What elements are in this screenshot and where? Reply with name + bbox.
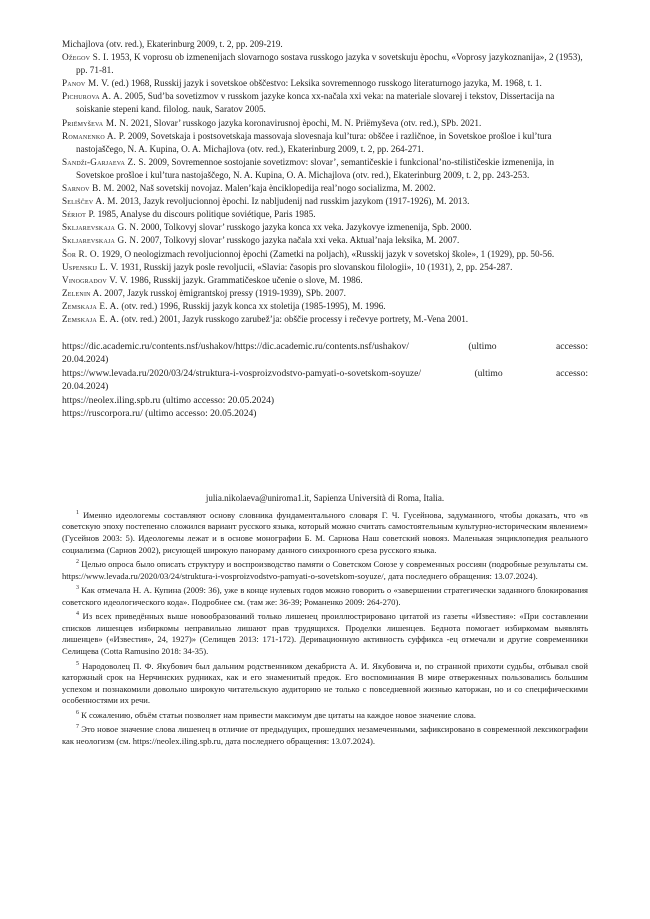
reference-entry (62, 274, 588, 287)
reference-text: 2009, Sovetskaja i postsovetskaja massovaja slovesnaja kul’tura: obščee i različnoe, in Sovetskoe prošloe i kul’tura nastojaščego, N. A. Kupina, O. A. Michajlova (otv. red.), Ekaterinburg 2009, t. 2, pp. 264-271. (76, 130, 552, 154)
web-source-access-label-end: accesso: (556, 367, 588, 379)
author-contact: julia.nikolaeva@uniroma1.it, Sapienza Università di Roma, Italia. (205, 493, 445, 503)
reference-entry (62, 130, 588, 156)
reference-author: Ožegov S. I. (62, 52, 109, 63)
reference-text: 2007, Jazyk russkoj èmigrantskoj pressy (1919-1939), SPb. 2007. (102, 287, 346, 298)
reference-entry (62, 248, 588, 261)
web-sources (62, 340, 588, 420)
web-source-access-label: (ultimo (468, 341, 497, 353)
reference-text: 2002, Naš sovetskij novojaz. Malen’kaja ènciklopedija real’nogo socializma, M. 2002. (114, 183, 436, 194)
reference-entry (62, 300, 588, 313)
web-source-entry (62, 407, 588, 420)
footnote (62, 583, 588, 608)
reference-entry (62, 221, 588, 234)
footnote-number: 6 (76, 709, 79, 716)
reference-text: 2007, Tolkovyj slovar’ russkogo jazyka načala xxi veka. Aktual’naja leksika, M. 2007. (138, 235, 460, 246)
reference-author: Panov M. V. (62, 78, 110, 89)
reference-author: Sériot P. (62, 209, 96, 220)
footnote-text: Именно идеологемы составляют основу словника фундаментального словаря Г. Ч. Гусейнова, задуманного, чтобы доказать, что «в советскую эпоху постепенно сложился вариант русского языка, который можно считать самостоятельным культурно-историческим явлением» (Гусейнов 2003: 5). Идеологемы лежат и в основе монографии Б. М. Сарнова Наш советский новояз. Маленькая энциклопедия реального социализма (Сарнов 2002), рисующей широкую панораму данного синхронного среза русского языка. (62, 509, 588, 555)
footnote (62, 508, 588, 556)
reference-author: Zemskaja E. A. (62, 300, 120, 311)
web-source-entry (62, 367, 588, 394)
reference-text: (otv. red.) 2001, Jazyk russkogo zarubež’ja: obščie processy i rečevye portrety, M.-Vena 2001. (119, 313, 469, 324)
reference-author: Sandži-Garjaeva Z. S. (62, 156, 147, 167)
reference-text: 1953, K voprosu ob izmenenijach slovarnogo sostava russkogo jazyka v sovetskuju èpochu, «Voprosy jazykoznanija», 2 (1953), pp. 71-81. (76, 52, 583, 76)
web-source-access-label: (ultimo (474, 367, 503, 379)
reference-text: 1931, Russkij jazyk posle revoljucii, «Slavia: časopis pro slovanskou filologii», 10 (1931), 2, pp. 254-287. (118, 261, 513, 272)
reference-entry (62, 38, 588, 51)
footnotes (62, 508, 588, 748)
reference-entry (62, 77, 588, 90)
footnote-text: К сожалению, объём статьи позволяет нам привести максимум две цитаты на каждое новое значение слова. (79, 709, 476, 720)
reference-list (62, 38, 588, 326)
footnote-number: 3 (76, 585, 79, 592)
reference-text: 2013, Jazyk revoljucionnoj èpochi. Iz nabljudenij nad russkim jazykom (1917-1926), M. 2013. (118, 196, 470, 207)
reference-entry (62, 156, 588, 182)
reference-author: Romanenko A. P. (62, 130, 126, 141)
reference-text: 1985, Analyse du discours politique soviétique, Paris 1985. (95, 209, 316, 220)
reference-entry (62, 208, 588, 221)
reference-author: Uspenskij L. V. (62, 261, 119, 272)
reference-author: Skljarevskaja G. N. (62, 235, 139, 246)
reference-text: (otv. red.) 1996, Russkij jazyk konca xx stoletija (1985-1995), M. 1996. (119, 300, 386, 311)
reference-text: 1986, Russkij jazyk. Grammatičeskoe učenie o slove, M. 1986. (127, 274, 363, 285)
reference-text: 2021, Slovar’ russkogo jazyka koronavirusnoj èpochi, M. N. Priëmyševa (otv. red.), SPb. 2021. (128, 117, 482, 128)
footnote-number: 4 (76, 611, 79, 618)
footnote-number: 7 (76, 724, 79, 731)
web-source-url[interactable]: https://neolex.iling.spb.ru (ultimo accesso: 20.05.2024) (62, 394, 275, 406)
reference-text: Michajlova (otv. red.), Ekaterinburg 2009, t. 2, pp. 209-219. (62, 39, 283, 49)
web-source-entry (62, 394, 588, 407)
web-source-url[interactable]: https://dic.academic.ru/contents.nsf/ushakov/https://dic.academic.ru/contents.nsf/ushakov/ (62, 341, 409, 353)
web-source-date: 20.04.2024) (62, 381, 109, 393)
reference-entry (62, 313, 588, 326)
footnote-text: Целью опроса было описать структуру и воспроизводство памяти о Советском Союзе у современных россиян (подробные результаты см. https://www.levada.ru/2020/03/24/struktura-i-vosproizvodstvo-pamyati-o-sovetskom-soyuze/, дата последнего обращения: 13.07.2024). (62, 559, 588, 581)
reference-text: 2000, Tolkovyj slovar’ russkogo jazyka konca xx veka. Jazykovye izmenenija, Spb. 2000. (138, 222, 472, 233)
reference-entry (62, 182, 588, 195)
footnote-number: 5 (76, 660, 79, 667)
reference-author: Sarnov B. M. (62, 183, 115, 194)
footnote (62, 609, 588, 657)
web-source-date: 20.04.2024) (62, 354, 109, 366)
footnote (62, 722, 588, 747)
reference-author: Zelenin A. (62, 287, 102, 298)
footnote-text: Народоволец П. Ф. Якубович был дальним родственником декабриста А. И. Якубовича и, по странной прихоти судьбы, отбывал свой каторжный срок на Нерчинских рудниках, как и его знаменитый предок. Его воспоминания В мире отверженных пользовались большим успехом и познакомили довольно широкую читательскую аудиторию не только с повседневной жизнью каторжан, но и со специфическими особенностями их речи. (62, 660, 588, 706)
reference-author: Vinogradov V. V. (62, 274, 128, 285)
reference-text: (ed.) 1968, Russkij jazyk i sovetskoe obščestvo: Leksika sovremennogo russkogo literaturnogo jazyka, M. 1968, t. 1. (109, 78, 542, 89)
bibliography (62, 38, 588, 421)
reference-entry (62, 261, 588, 274)
web-source-url[interactable]: https://ruscorpora.ru/ (ultimo accesso: 20.05.2024) (62, 408, 257, 420)
reference-text: 2005, Sud’ba sovetizmov v russkom jazyke konca xx-načala xxi veka: na materiale slovarej i tekstov, Dissertacija na soiskanie stepeni kand. filolog. nauk, Saratov 2005. (76, 91, 555, 115)
reference-author: Pichurova A. A. (62, 91, 123, 102)
footnote-text: Это новое значение слова лишенец в отличие от предыдущих, прошедших незамеченными, зафиксировано в современной лексикографии как неологизм (см. https://neolex.iling.spb.ru, дата последнего обращения: 13.07.2024). (62, 724, 588, 746)
reference-entry (62, 234, 588, 247)
reference-text: 2009, Sovremennoe sostojanie sovetizmov: slovar’, semantičeskie i funkcional’no-stilističeskie izmenenija, in Sovetskoe prošloe i kul’tura nastojaščego, N. A. Kupina, O. A. Michajlova (otv. red.), Ekaterinburg 2009, t. 2, pp. 243-253. (76, 156, 554, 180)
reference-author: Skljarevskaja G. N. (62, 222, 139, 233)
reference-entry (62, 195, 588, 208)
footnote (62, 708, 588, 721)
footnote-number: 1 (76, 510, 79, 516)
footnote-text: Как отмечала Н. А. Купина (2009: 36), уже в конце нулевых годов можно говорить о «завершении стратегически заданного блокирования советского идеологического кода». Подробнее см. (там же: 36-39; Романенко 2009: 264-270). (62, 585, 588, 607)
reference-author: Zemskaja E. A. (62, 313, 120, 324)
footnote (62, 659, 588, 707)
web-source-entry (62, 340, 588, 367)
reference-entry (62, 51, 588, 77)
footnote-number: 2 (76, 559, 79, 566)
reference-author: Priëmyševa M. N. (62, 117, 129, 128)
reference-entry (62, 287, 588, 300)
reference-author: Seliščev A. M. (62, 196, 119, 207)
footnote-text: Из всех приведённых выше новообразований только лишенец проиллюстрировано цитатой из газеты «Известия»: «При составлении списков лишенцев избиркомы неправильно лишают прав трудящихся. Проделки лишенцев. Беднота помогает избиркомам выявлять лишенцев» («Известия», 24, 1927)» (Селищев 2013: 171-172). Деривационную активность суффикса -ец отмечали и другие современники Селищева (Cotta Ramusino 2018: 34-35). (62, 611, 588, 656)
reference-entry (62, 90, 588, 116)
web-source-url[interactable]: https://www.levada.ru/2020/03/24/struktura-i-vosproizvodstvo-pamyati-o-sovetskom-soyuze/ (62, 367, 422, 379)
reference-author: Šor R. O. (62, 248, 100, 259)
web-source-access-label-end: accesso: (556, 341, 588, 353)
reference-entry (62, 117, 588, 130)
footnote (62, 557, 588, 582)
reference-text: 1929, O neologizmach revoljucionnoj èpochi (Zametki na poljach), «Russkij jazyk v sovetskoj škole», 1 (1929), pp. 50-56. (99, 248, 555, 259)
